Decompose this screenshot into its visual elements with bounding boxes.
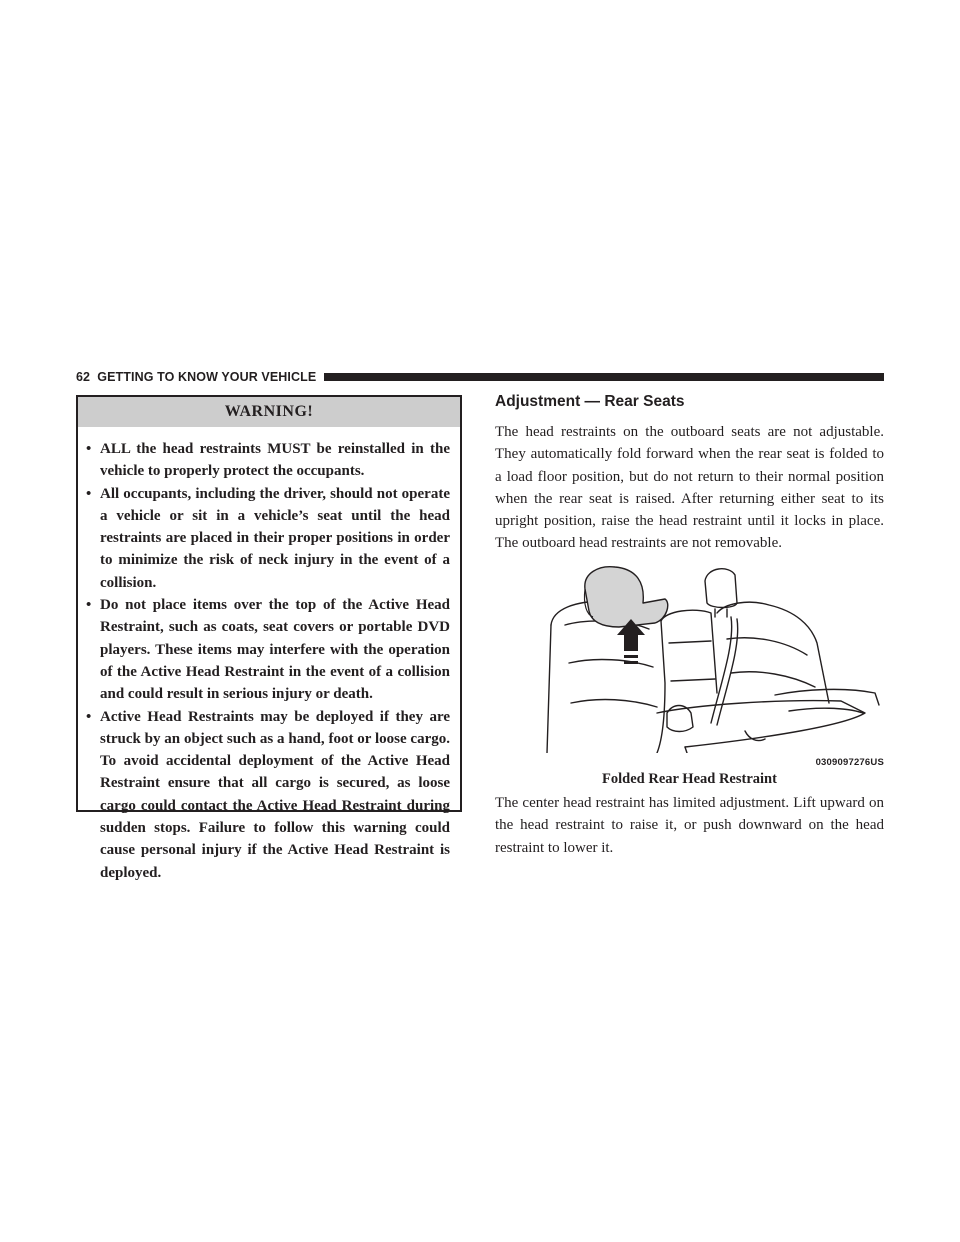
- right-column: [495, 393, 884, 555]
- warning-item-text: Active Head Restraints may be deployed if they are struck by an object such as a hand, foot or loose cargo. To avoid accidental deployment of the Active Head Restraint ensure that all cargo is secured, as loose cargo could contact the Active Head Restraint during sudden stops. Failure to follow this warning could cause personal injury if the Active Head Restraint is deployed.: [100, 708, 450, 881]
- section-heading: Adjustment — Rear Seats: [495, 393, 685, 410]
- warning-item-text: ALL the head restraints MUST be reinstalled in the vehicle to properly protect the occupants.: [100, 441, 450, 480]
- warning-title: WARNING!: [78, 397, 460, 427]
- header-rule: [324, 373, 884, 381]
- bullet-icon: •: [86, 708, 92, 725]
- bullet-icon: •: [86, 485, 92, 502]
- warning-list: [78, 427, 460, 884]
- warning-box: [76, 395, 462, 881]
- section-title: GETTING TO KNOW YOUR VEHICLE: [97, 370, 317, 384]
- warning-item: [86, 594, 450, 705]
- page-number: 62: [76, 370, 91, 384]
- rear-seat-illustration: [545, 563, 884, 768]
- figure-caption: Folded Rear Head Restraint: [602, 771, 777, 787]
- warning-item: [86, 706, 450, 884]
- warning-item: [86, 438, 450, 483]
- figure-code: 0309097276US: [815, 757, 884, 768]
- paragraph-outboard: The head restraints on the outboard seats are not adjustable. They automatically fold forward when the rear seat is folded to a load floor position, but do not return to their normal position when the rear seat is raised. After returning either seat to its upright position, raise the head restraint until it locks in place. The outboard head restraints are not removable.: [495, 424, 884, 552]
- bullet-icon: •: [86, 441, 92, 457]
- header-text: [76, 370, 324, 384]
- warning-item-text: All occupants, including the driver, should not operate a vehicle or sit in a vehicle’s seat until the head restraints are placed in their proper positions in order to minimize the risk of neck injury in the event of a collision.: [100, 485, 450, 591]
- paragraph-center: The center head restraint has limited adjustment. Lift upward on the head restraint to raise it, or push downward on the head restraint to lower it.: [495, 795, 884, 856]
- page-header: [76, 370, 884, 384]
- warning-item-text: Do not place items over the top of the Active Head Restraint, such as coats, seat covers or portable DVD players. These items may interfere with the operation of the Active Head Restraint in the event of a collision and could result in serious injury or death.: [100, 597, 450, 703]
- bullet-icon: •: [86, 597, 92, 614]
- seat-illustration-svg: [545, 563, 884, 753]
- warning-item: [86, 483, 450, 594]
